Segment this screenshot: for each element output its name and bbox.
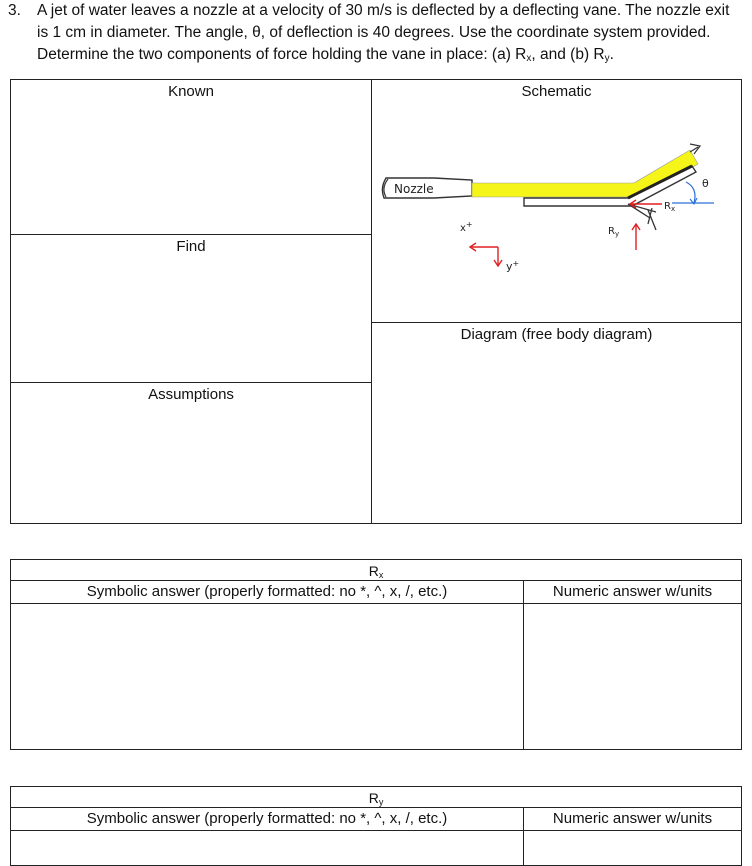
work-grid <box>10 79 742 524</box>
answer-box-rx <box>10 559 742 750</box>
known-label: Known <box>168 83 214 100</box>
problem-text <box>37 0 749 70</box>
problem-line-3: Determine the two components of force holding the vane in place: (a) $R_x$, and (b) $R_y$. <box>37 46 614 64</box>
diagram-label: Diagram (free body diagram) <box>460 326 653 343</box>
theta-label: θ <box>702 177 709 190</box>
answer-rx-symbolic-header: Symbolic answer (properly formatted: no *, ^, x, /, etc.) <box>11 580 523 604</box>
assumptions-label: Assumptions <box>148 386 234 403</box>
grid-divider-known-find <box>11 234 371 235</box>
answer-box-ry <box>10 786 742 866</box>
water-jet <box>472 150 698 197</box>
answer-ry-symbolic-header: Symbolic answer (properly formatted: no *, ^, x, /, etc.) <box>11 807 523 831</box>
answer-rx-symbolic-field[interactable] <box>11 604 523 749</box>
grid-divider-find-assumptions <box>11 382 371 383</box>
y-axis-label: y+ <box>506 259 520 273</box>
problem-line-2: is 1 cm in diameter. The angle, θ, of deflection is 40 degrees. Use the coordinate system provided. <box>37 24 711 41</box>
nozzle-label: Nozzle <box>394 182 434 196</box>
schematic-label: Schematic <box>521 83 592 100</box>
x-axis-label: x+ <box>460 220 473 234</box>
answer-rx-numeric-header: Numeric answer w/units <box>524 580 741 604</box>
schematic-drawing <box>372 100 741 320</box>
problem-line-1: A jet of water leaves a nozzle at a velocity of 30 m/s is deflected by a deflecting vane. The nozzle exit <box>37 2 730 19</box>
answer-rx-numeric-field[interactable] <box>524 604 741 749</box>
problem-number: 3. <box>8 2 21 19</box>
answer-ry-numeric-header: Numeric answer w/units <box>524 807 741 831</box>
answer-ry-symbolic-field[interactable] <box>11 831 523 865</box>
answer-rx-title: $R_x$ <box>11 560 741 581</box>
grid-divider-schematic-diagram <box>371 322 741 323</box>
answer-ry-numeric-field[interactable] <box>524 831 741 865</box>
find-label: Find <box>176 238 206 255</box>
ry-label: $R_y$ <box>608 226 620 238</box>
answer-ry-title: $R_y$ <box>11 787 741 808</box>
rx-label: $R_x$ <box>664 201 676 213</box>
